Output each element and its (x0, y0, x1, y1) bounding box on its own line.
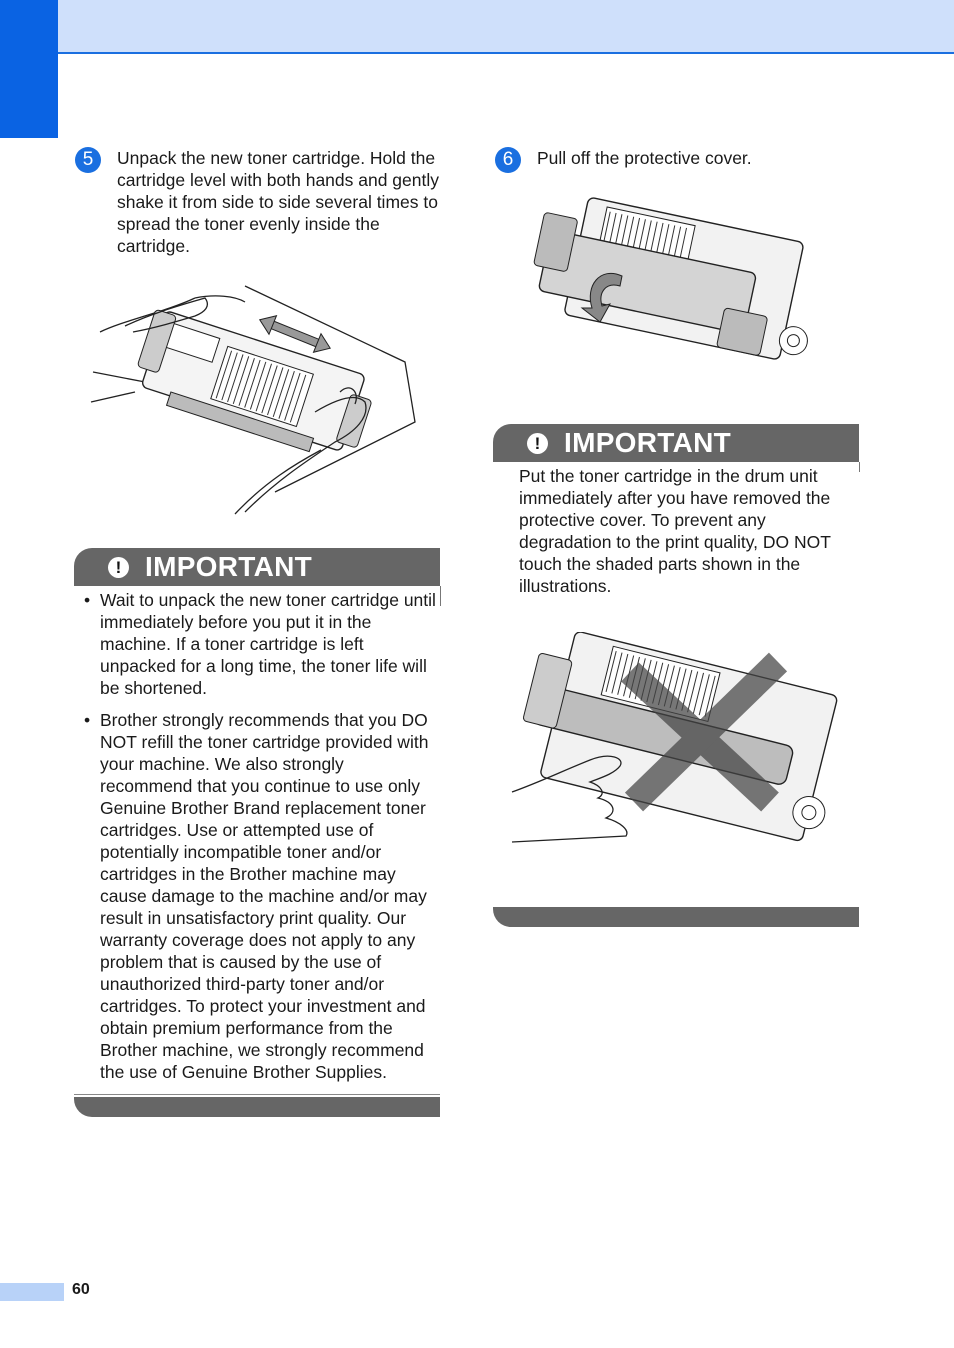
important-body (74, 589, 440, 1093)
important-border (440, 586, 441, 606)
step-text: Pull off the protective cover. (537, 148, 752, 168)
important-bullet: • Brother strongly recommends that you DO NOT refill the toner cartridge provided with your machine. We also strongly recommend that you continue to use only Genuine Brother Brand replacement toner cartridges. Use or attempted use of potentially incompatible toner and/or cartridges in the Brother machine may cause damage to the machine and/or may result in unsatisfactory print quality. Our warranty coverage does not apply to any problem that is caused by the use of unauthorized third-party toner and/or cartridges. To protect your investment and obtain premium performance from the Brother machine, we strongly recommend the use of Genuine Brother Supplies. (74, 709, 440, 1083)
important-footer (74, 1097, 440, 1117)
step-text: Unpack the new toner cartridge. Hold the cartridge level with both hands and gently shake it from side to side several times to spread the toner evenly inside the cartridge. (117, 148, 440, 256)
important-title: IMPORTANT (564, 427, 732, 458)
important-bullet: • Wait to unpack the new toner cartridge until immediately before you put it in the machine. If a toner cartridge is left unpacked for a long time, the toner life will be shortened. (74, 589, 440, 699)
exclamation-icon: ! (108, 557, 129, 578)
header-band (0, 0, 954, 54)
exclamation-icon: ! (527, 433, 548, 454)
protective-cover-illustration (530, 196, 820, 396)
step-number: 6 (495, 147, 521, 173)
chapter-tab (0, 0, 58, 138)
important-banner (74, 548, 440, 586)
do-not-touch-illustration (510, 632, 855, 887)
important-border (859, 462, 860, 472)
important-title: IMPORTANT (145, 551, 313, 582)
important-footer (493, 907, 859, 927)
page-number-band (0, 1283, 64, 1301)
step-5 (75, 147, 440, 257)
shake-cartridge-illustration (85, 282, 425, 517)
important-body: Put the toner cartridge in the drum unit immediately after you have removed the protective cover. To prevent any degradation to the print quality, DO NOT touch the shaded parts shown in the illustrations. (519, 466, 831, 596)
important-banner (493, 424, 859, 462)
step-number: 5 (75, 147, 101, 173)
important-footer-line (74, 1094, 440, 1095)
page-number: 60 (72, 1281, 90, 1298)
step-6 (495, 147, 860, 173)
